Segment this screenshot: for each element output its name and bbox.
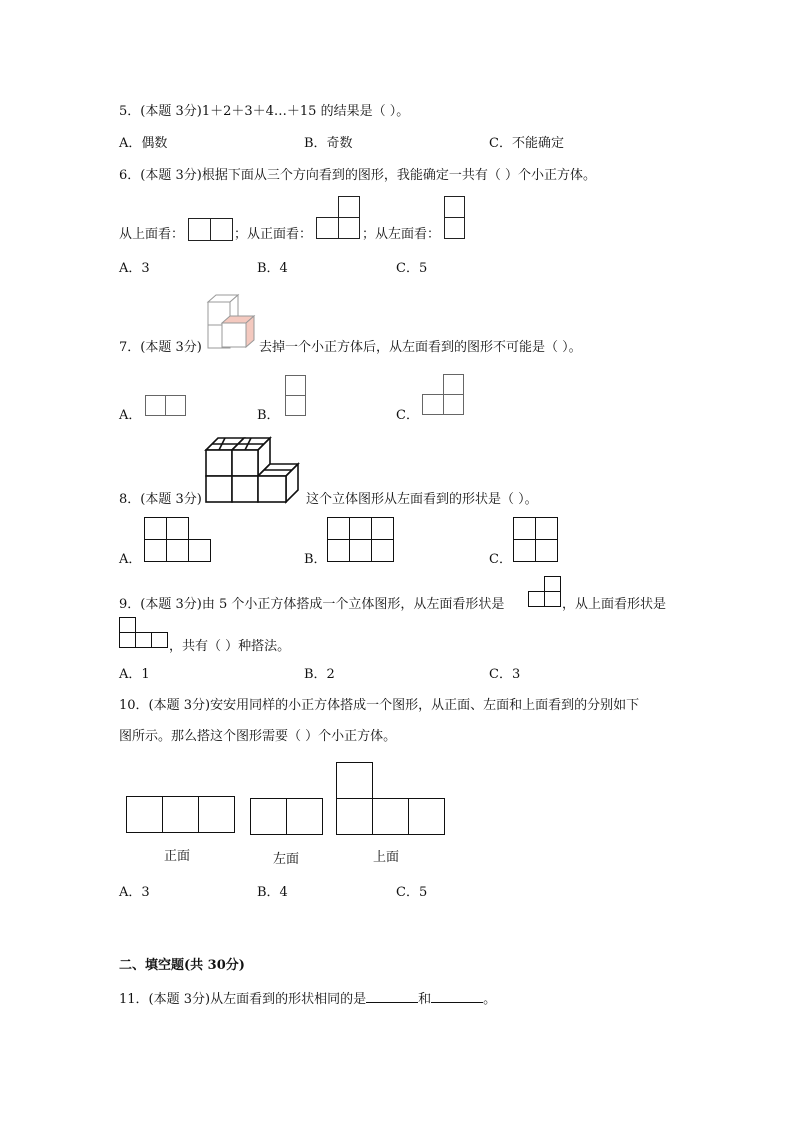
q7-cube-figure [204,292,260,352]
q8-text: 这个立体图形从左面看到的形状是（ ）。 [306,492,538,507]
q10-option-a[interactable]: A．3 [119,885,150,900]
q7-text: 去掉一个小正方体后，从左面看到的图形不可能是（ ）。 [259,340,582,355]
q7-option-c-label[interactable]: C． [396,408,419,423]
q11-line [119,990,496,1008]
q5-option-c[interactable]: C．不能确定 [489,136,564,151]
q8-option-b-shape[interactable] [327,517,395,563]
q7-option-a-label[interactable]: A． [119,408,142,423]
q5-text: 5．(本题 3分)1＋2＋3＋4…＋15 的结果是（ ）。 [119,104,410,119]
q6-option-a[interactable]: A．3 [119,261,150,276]
q10-front-view [126,796,236,834]
q8-option-c-shape[interactable] [513,517,559,563]
q6-view-left-label: ；从左面看： [362,227,441,242]
q9-text-end: ，从上面看形状是 [562,597,667,612]
q7-option-c-shape[interactable] [422,374,464,416]
q9-top-view-shape [119,617,169,649]
q8-prefix: 8．(本题 3分) [119,492,202,507]
section-heading: 二、填空题(共 30分) [119,958,245,973]
q6-option-c[interactable]: C．5 [396,261,428,276]
q10-line2: 图所示。那么搭这个图形需要（ ）个小正方体。 [119,729,397,744]
q10-line1: 10．(本题 3分)安安用同样的小正方体搭成一个图形，从正面、左面和上面看到的分别如下 [119,698,640,713]
q9-left-view-shape [528,576,562,608]
q8-option-a-shape[interactable] [144,517,212,563]
q10-label-left: 左面 [273,852,300,867]
q5-option-b[interactable]: B．奇数 [304,136,353,151]
q7-option-b-label[interactable]: B． [257,408,280,423]
q6-view-front-label: ；从正面看： [234,227,313,242]
q9-option-a[interactable]: A．1 [119,667,150,682]
q8-option-c-label[interactable]: C． [489,552,512,567]
q5-option-a[interactable]: A．偶数 [119,136,168,151]
q6-left-view [444,196,466,240]
q8-option-a-label[interactable]: A． [119,552,142,567]
q11-and: 和 [418,992,432,1007]
q7-prefix: 7．(本题 3分) [119,340,202,355]
q11-text: 11．(本题 3分)从左面看到的形状相同的是 [119,992,367,1007]
q11-end: 。 [483,992,497,1007]
q7-option-b-shape[interactable] [285,375,306,417]
q9-line2: ，共有（ ）种搭法。 [169,639,291,654]
q6-view-top-label: 从上面看： [119,227,185,242]
q10-top-view [336,762,446,836]
q10-left-view [250,798,324,836]
q8-cube-figure [204,430,302,504]
q7-option-a-shape[interactable] [145,395,187,416]
q9-option-b[interactable]: B．2 [304,667,335,682]
q6-option-b[interactable]: B．4 [257,261,288,276]
q9-text: 9．(本题 3分)由 5 个小正方体搭成一个立体图形，从左面看形状是 [119,597,505,612]
q11-blank-1[interactable] [366,990,418,1003]
q6-text: 6．(本题 3分)根据下面从三个方向看到的图形，我能确定一共有（ ）个小正方体。 [119,168,596,183]
q10-option-b[interactable]: B．4 [257,885,288,900]
q6-front-view [316,196,362,240]
q10-option-c[interactable]: C．5 [396,885,428,900]
q9-option-c[interactable]: C．3 [489,667,521,682]
q11-blank-2[interactable] [431,990,483,1003]
q6-top-view [188,218,234,241]
q10-label-top: 上面 [373,850,400,865]
q10-label-front: 正面 [164,849,191,864]
q8-option-b-label[interactable]: B． [304,552,327,567]
